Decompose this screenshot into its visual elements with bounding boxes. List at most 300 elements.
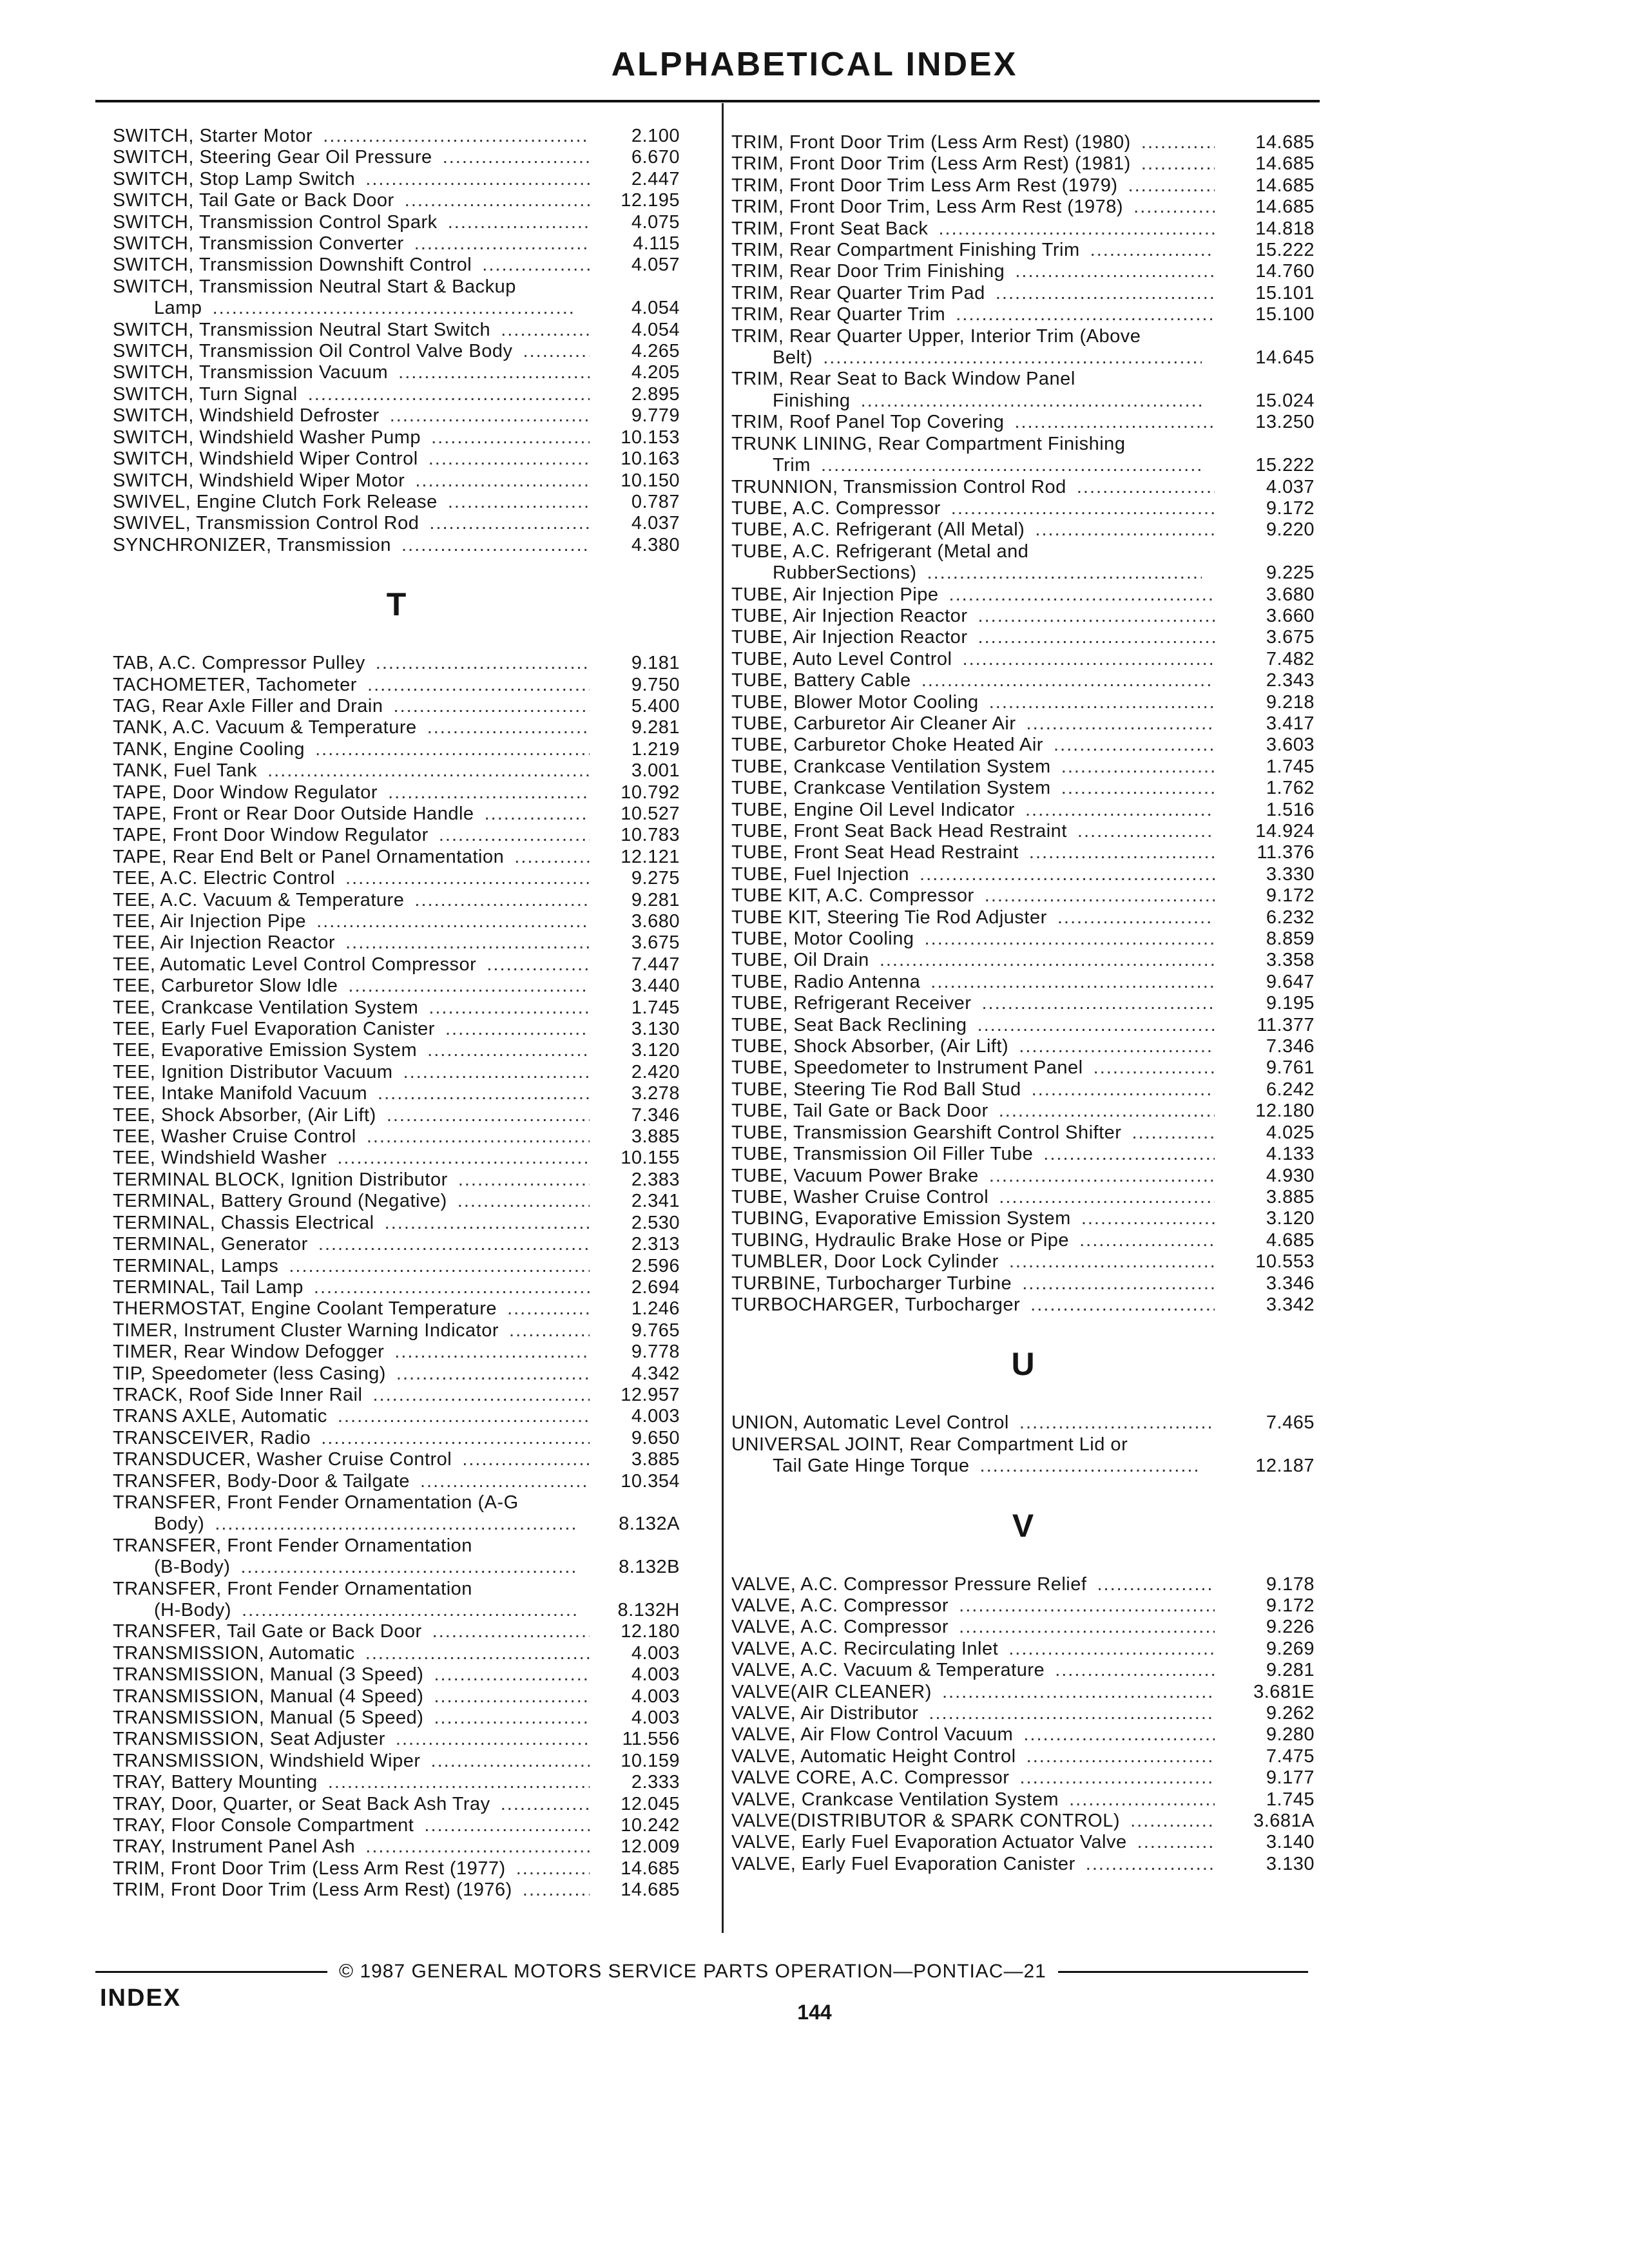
entry-name-text: TUBING, Hydraulic Brake Hose or Pipe <box>731 1230 1073 1251</box>
entry-name-text: VALVE, A.C. Vacuum & Temperature <box>731 1660 1048 1680</box>
entry-page-number: 7.447 <box>631 954 680 975</box>
entry-name <box>113 1040 590 1061</box>
entry-name <box>113 1105 590 1126</box>
entry-page-number: 4.025 <box>1266 1122 1315 1143</box>
section-letter: T <box>386 586 407 623</box>
entry-name <box>113 1686 590 1707</box>
entry-page-number: 3.278 <box>631 1083 680 1104</box>
entry-name-continuation-text: (H-Body) <box>154 1600 235 1620</box>
entry-name <box>113 1298 590 1320</box>
index-entry <box>113 1729 680 1750</box>
entry-name-text: TUBE, Crankcase Ventilation System <box>731 756 1055 777</box>
entry-name <box>113 803 590 825</box>
index-entry <box>731 1166 1315 1187</box>
entry-name <box>731 1079 1215 1100</box>
entry-name <box>731 261 1215 282</box>
entry-name-text: TEE, Ignition Distributor Vacuum <box>113 1062 397 1082</box>
entry-name-text: TRACK, Roof Side Inner Rail <box>113 1385 366 1405</box>
entry-name <box>113 1471 590 1492</box>
index-entry <box>731 756 1315 778</box>
entry-page-number: 9.778 <box>631 1341 680 1363</box>
entry-name-text: TRIM, Front Seat Back <box>731 218 932 239</box>
entry-page-number: 13.250 <box>1255 412 1315 433</box>
entry-name-text: TUBE, Transmission Gearshift Control Shifter <box>731 1122 1125 1143</box>
section-letter: V <box>1012 1507 1034 1544</box>
index-entry <box>731 1746 1315 1767</box>
index-entry <box>113 890 680 911</box>
entry-name-continuation-text: Trim <box>773 455 815 476</box>
index-entry <box>731 1230 1315 1251</box>
index-entry <box>731 326 1315 369</box>
index-entry <box>113 1449 680 1470</box>
entry-name <box>731 1574 1215 1595</box>
index-entry <box>731 800 1315 821</box>
entry-page-number: 6.670 <box>631 147 680 168</box>
index-entry <box>731 778 1315 799</box>
entry-name-text: SWITCH, Tail Gate or Back Door <box>113 190 398 211</box>
entry-name <box>113 535 590 556</box>
entry-page-number: 3.140 <box>1266 1832 1315 1853</box>
entry-page-number: 2.383 <box>631 1169 680 1190</box>
index-entry <box>731 132 1315 153</box>
entry-page-number: 11.556 <box>622 1729 680 1750</box>
entry-page-number: 9.218 <box>1266 691 1315 713</box>
entry-name <box>731 498 1215 519</box>
entry-name-text: SWITCH, Stop Lamp Switch <box>113 169 359 189</box>
entry-name <box>731 153 1215 175</box>
entry-name-text: TRIM, Front Door Trim Less Arm Rest (1979) <box>731 175 1122 196</box>
entry-page-number: 4.003 <box>631 1686 680 1707</box>
header-rule <box>95 100 1320 102</box>
entry-name-continuation <box>731 455 1202 476</box>
entry-name-text: TAPE, Front Door Window Regulator <box>113 825 432 845</box>
entry-name <box>731 670 1215 691</box>
entry-name-text: TUBE, Tail Gate or Back Door <box>731 1100 992 1121</box>
entry-name-text: TUBE, Air Injection Reactor <box>731 606 971 626</box>
entry-name-text: SWITCH, Transmission Converter <box>113 233 408 254</box>
entry-name-text: TRUNK LINING, Rear Compartment Finishing <box>731 434 1129 454</box>
index-entry <box>113 513 680 534</box>
index-entry <box>113 1363 680 1385</box>
entry-name <box>731 1660 1215 1681</box>
entry-name <box>113 1363 590 1385</box>
index-entry <box>113 1019 680 1040</box>
index-entry <box>113 1234 680 1255</box>
index-entry <box>113 954 680 975</box>
index-entry <box>113 847 680 868</box>
entry-name-text: TRANSMISSION, Windshield Wiper <box>113 1751 425 1771</box>
entry-page-number: 12.195 <box>621 190 680 211</box>
entry-name <box>731 1595 1215 1617</box>
footer-page-number: 144 <box>797 2001 832 2024</box>
entry-name-text: SWITCH, Transmission Neutral Start & Backup <box>113 276 520 297</box>
entry-name <box>731 412 1215 433</box>
entry-name <box>731 132 1215 153</box>
index-entry <box>731 175 1315 197</box>
entry-name-text: SWITCH, Transmission Downshift Control <box>113 255 476 275</box>
index-entry <box>113 1428 680 1449</box>
entry-name <box>731 713 1215 735</box>
entry-name-text: TUBE, Front Seat Head Restraint <box>731 842 1023 863</box>
index-entry <box>113 911 680 932</box>
index-entry <box>113 653 680 674</box>
entry-page-number: 4.380 <box>631 534 680 555</box>
entry-name-text: VALVE, Early Fuel Evaporation Actuator Valve <box>731 1832 1131 1852</box>
entry-name-text: TRIM, Front Door Trim (Less Arm Rest (1977) <box>113 1858 510 1879</box>
entry-name <box>113 1126 590 1148</box>
entry-page-number: 10.163 <box>621 448 680 470</box>
entry-name-text: TUMBLER, Door Lock Cylinder <box>731 1251 1003 1272</box>
index-entry <box>113 1213 680 1234</box>
index-entry <box>113 1256 680 1277</box>
entry-page-number: 4.037 <box>631 513 680 534</box>
entry-page-number: 9.177 <box>1266 1767 1315 1789</box>
entry-page-number: 10.242 <box>621 1815 680 1836</box>
entry-name-text: VALVE, Air Flow Control Vacuum <box>731 1724 1017 1745</box>
entry-page-number: 10.792 <box>621 782 680 803</box>
entry-name <box>113 1277 590 1298</box>
entry-name <box>113 1535 590 1579</box>
entry-page-number: 3.130 <box>1266 1853 1315 1874</box>
index-entry <box>731 218 1315 240</box>
entry-page-number: 9.761 <box>1266 1057 1315 1079</box>
entry-name-text: TEE, Windshield Washer <box>113 1148 331 1168</box>
index-entry <box>731 1412 1315 1434</box>
entry-name <box>731 326 1215 369</box>
entry-page-number: 3.885 <box>631 1126 680 1148</box>
entry-page-number: 9.220 <box>1266 519 1315 541</box>
entry-name <box>731 1412 1215 1434</box>
entry-name-text: TIMER, Rear Window Defogger <box>113 1341 388 1362</box>
entry-page-number: 15.024 <box>1255 390 1315 411</box>
entry-name <box>113 1794 590 1815</box>
entry-page-number: 2.420 <box>631 1061 680 1082</box>
entry-page-number: 1.745 <box>1266 756 1315 777</box>
entry-name-continuation-text: Body) <box>154 1514 208 1534</box>
entry-name <box>731 1811 1215 1832</box>
entry-page-number: 3.120 <box>631 1040 680 1061</box>
entry-page-number: 14.685 <box>1255 175 1315 196</box>
index-entry <box>113 405 680 427</box>
entry-name-continuation <box>731 562 1202 584</box>
entry-name-text: TUBE, Steering Tie Rod Ball Stud <box>731 1079 1025 1100</box>
entry-name-text: SWITCH, Windshield Wiper Motor <box>113 470 409 491</box>
entry-name-text: SWITCH, Starter Motor <box>113 126 316 146</box>
entry-name <box>113 1664 590 1686</box>
entry-name-text: TUBE, Washer Cruise Control <box>731 1187 992 1207</box>
entry-name-text: VALVE(DISTRIBUTOR & SPARK CONTROL) <box>731 1811 1124 1831</box>
entry-name-text: TRANSMISSION, Manual (4 Speed) <box>113 1686 427 1707</box>
entry-name-continuation <box>113 1557 577 1578</box>
entry-name-text: SWITCH, Turn Signal <box>113 384 302 405</box>
index-entry <box>731 261 1315 282</box>
column-divider <box>722 103 724 1933</box>
entry-name-text: VALVE, A.C. Compressor <box>731 1595 952 1616</box>
index-entry <box>731 627 1315 648</box>
index-entry <box>113 1126 680 1148</box>
index-entry <box>731 1251 1315 1273</box>
index-entry <box>731 197 1315 218</box>
index-entry <box>731 1595 1315 1617</box>
entry-name-text: TUBE, Air Injection Pipe <box>731 584 942 605</box>
index-entry <box>731 649 1315 670</box>
index-entry <box>113 868 680 889</box>
index-entry <box>731 1660 1315 1681</box>
index-entry <box>113 448 680 470</box>
entry-name <box>731 1036 1215 1057</box>
entry-name-text: TAPE, Door Window Regulator <box>113 782 381 803</box>
entry-name-text: TUBE, Radio Antenna <box>731 972 924 992</box>
entry-page-number: 9.262 <box>1266 1703 1315 1724</box>
entry-name-text: TIP, Speedometer (less Casing) <box>113 1363 390 1384</box>
index-entry <box>731 584 1315 606</box>
entry-name <box>731 1703 1215 1724</box>
entry-name <box>113 1428 590 1449</box>
entry-name <box>113 653 590 674</box>
entry-name-text: TEE, Intake Manifold Vacuum <box>113 1083 371 1104</box>
index-entry <box>731 1079 1315 1100</box>
entry-name-text: TRANSFER, Front Fender Ornamentation <box>113 1535 476 1556</box>
entry-name-text: THERMOSTAT, Engine Coolant Temperature <box>113 1298 501 1319</box>
entry-name-text: TERMINAL, Chassis Electrical <box>113 1213 378 1233</box>
index-entry <box>113 675 680 696</box>
entry-name <box>113 890 590 911</box>
entry-name <box>113 954 590 975</box>
index-entry <box>113 1105 680 1126</box>
entry-page-number: 4.057 <box>631 255 680 276</box>
entry-name <box>113 384 590 405</box>
entry-page-number: 3.660 <box>1266 605 1315 626</box>
entry-name <box>113 427 590 448</box>
page-title: ALPHABETICAL INDEX <box>611 46 1018 83</box>
entry-name-text: TEE, Washer Cruise Control <box>113 1126 360 1147</box>
entry-page-number: 4.003 <box>631 1707 680 1729</box>
index-entry <box>731 1767 1315 1789</box>
entry-name-text: TEE, Shock Absorber, (Air Lift) <box>113 1105 380 1126</box>
entry-name <box>113 975 590 997</box>
index-entry <box>731 153 1315 175</box>
entry-page-number: 3.342 <box>1266 1294 1315 1315</box>
entry-name-text: TUBE, Seat Back Reclining <box>731 1015 970 1035</box>
index-column-left <box>113 126 680 1901</box>
entry-name <box>731 477 1215 498</box>
index-entry <box>113 470 680 492</box>
entry-name <box>113 1019 590 1040</box>
entry-name-continuation <box>731 1456 1202 1477</box>
index-entry <box>113 1621 680 1642</box>
entry-name-text: TUBE, Air Injection Reactor <box>731 627 971 648</box>
entry-name-text: TUBE, Transmission Oil Filler Tube <box>731 1144 1037 1164</box>
entry-name <box>731 907 1215 928</box>
entry-name <box>113 847 590 868</box>
entry-name-text: TAG, Rear Axle Filler and Drain <box>113 696 387 716</box>
entry-page-number: 2.343 <box>1266 670 1315 691</box>
index-entry <box>113 1879 680 1901</box>
entry-name <box>113 696 590 717</box>
entry-name <box>731 972 1215 993</box>
index-entry <box>113 1062 680 1083</box>
entry-page-number: 4.037 <box>1266 476 1315 497</box>
entry-name-continuation <box>731 347 1202 369</box>
index-entry <box>113 1320 680 1341</box>
entry-name <box>113 492 590 513</box>
entry-name <box>731 993 1215 1014</box>
index-entry <box>113 384 680 405</box>
entry-name <box>113 911 590 932</box>
entry-page-number: 4.133 <box>1266 1144 1315 1165</box>
entry-name <box>113 997 590 1019</box>
index-entry <box>113 1664 680 1686</box>
index-entry <box>731 541 1315 584</box>
entry-name-text: UNION, Automatic Level Control <box>731 1412 1013 1433</box>
entry-name-text: SWITCH, Transmission Control Spark <box>113 212 441 233</box>
entry-name <box>731 864 1215 885</box>
entry-page-number: 3.346 <box>1266 1273 1315 1294</box>
entry-name <box>731 1617 1215 1638</box>
entry-page-number: 4.265 <box>631 341 680 362</box>
index-entry <box>731 1208 1315 1229</box>
index-entry <box>731 1854 1315 1875</box>
entry-name <box>113 147 590 168</box>
index-entry <box>113 1169 680 1191</box>
entry-page-number: 12.180 <box>621 1621 680 1642</box>
entry-name <box>113 1406 590 1427</box>
entry-name <box>731 1682 1215 1703</box>
index-entry <box>113 1277 680 1298</box>
entry-page-number: 3.440 <box>631 975 680 997</box>
entry-page-number: 15.100 <box>1255 304 1315 325</box>
entry-page-number: 10.783 <box>621 825 680 846</box>
entry-name-text: TERMINAL, Battery Ground (Negative) <box>113 1191 451 1211</box>
index-entry <box>731 735 1315 756</box>
entry-name-text: TUBE, Carburetor Air Cleaner Air <box>731 713 1019 734</box>
entry-name <box>113 739 590 760</box>
entry-page-number: 9.275 <box>631 868 680 889</box>
index-entry <box>731 950 1315 971</box>
index-entry <box>731 434 1315 477</box>
entry-page-number: 1.246 <box>631 1298 680 1320</box>
entry-page-number: 3.330 <box>1266 863 1315 885</box>
entry-page-number: 7.346 <box>1266 1036 1315 1057</box>
index-entry <box>731 821 1315 842</box>
entry-name <box>731 1724 1215 1745</box>
entry-name-text: SWITCH, Transmission Neutral Start Switch <box>113 320 494 340</box>
entry-name <box>731 369 1215 412</box>
entry-name <box>113 190 590 211</box>
entry-name-continuation <box>113 1514 577 1535</box>
index-entry <box>731 692 1315 713</box>
entry-name <box>731 218 1215 240</box>
entry-page-number: 2.447 <box>631 168 680 189</box>
entry-name-text: TRIM, Front Door Trim, Less Arm Rest (1978) <box>731 197 1127 217</box>
entry-page-number: 3.675 <box>1266 627 1315 648</box>
entry-name <box>731 735 1215 756</box>
entry-name-text: TAB, A.C. Compressor Pulley <box>113 653 369 673</box>
index-entry <box>113 1191 680 1212</box>
index-entry <box>113 147 680 168</box>
index-entry <box>113 1471 680 1492</box>
entry-page-number: 2.313 <box>631 1234 680 1255</box>
entry-page-number: 15.101 <box>1255 282 1315 303</box>
index-entry <box>731 1036 1315 1057</box>
entry-name <box>731 778 1215 799</box>
entry-name <box>113 1213 590 1234</box>
index-entry <box>113 126 680 147</box>
entry-name-continuation-text: Lamp <box>154 298 206 318</box>
entry-page-number: 10.155 <box>621 1148 680 1169</box>
footer-copyright-line <box>95 1961 1320 1983</box>
index-entry <box>113 1643 680 1664</box>
entry-page-number: 11.376 <box>1257 842 1315 863</box>
entry-page-number: 9.647 <box>1266 971 1315 992</box>
entry-name <box>731 1057 1215 1079</box>
entry-page-number: 9.765 <box>631 1320 680 1341</box>
entry-name-continuation <box>731 390 1202 412</box>
entry-page-number: 5.400 <box>631 695 680 716</box>
entry-name-text: TRIM, Roof Panel Top Covering <box>731 412 1008 432</box>
index-entry <box>113 1406 680 1427</box>
entry-name <box>113 782 590 803</box>
footer-rule-right <box>1058 1971 1308 1973</box>
index-entry <box>731 498 1315 519</box>
entry-name-text: TRIM, Rear Door Trim Finishing <box>731 261 1008 282</box>
entry-page-number: 10.159 <box>621 1750 680 1771</box>
index-entry <box>113 1385 680 1406</box>
index-entry <box>113 1040 680 1061</box>
index-entry <box>113 255 680 276</box>
entry-name-text: SYNCHRONIZER, Transmission <box>113 535 395 555</box>
entry-page-number: 12.180 <box>1255 1100 1315 1122</box>
entry-name <box>113 405 590 427</box>
entry-page-number: 9.650 <box>631 1427 680 1448</box>
entry-name <box>113 1320 590 1341</box>
entry-name-text: TEE, Carburetor Slow Idle <box>113 975 342 996</box>
entry-page-number: 9.172 <box>1266 497 1315 519</box>
entry-name <box>731 1294 1215 1316</box>
entry-name <box>731 519 1215 541</box>
entry-name <box>113 1772 590 1793</box>
section-letter: U <box>1011 1346 1035 1383</box>
entry-name <box>113 675 590 696</box>
entry-name <box>113 1191 590 1212</box>
index-entry <box>113 169 680 190</box>
entry-name-text: TUBE, Battery Cable <box>731 670 915 691</box>
index-entry <box>731 304 1315 325</box>
entry-name-text: TEE, Automatic Level Control Compressor <box>113 954 480 975</box>
entry-name <box>113 1256 590 1277</box>
entry-page-number: 3.120 <box>1266 1208 1315 1229</box>
entry-name <box>113 169 590 190</box>
entry-page-number: 11.377 <box>1257 1014 1315 1035</box>
entry-page-number: 9.281 <box>631 717 680 738</box>
index-entry <box>113 825 680 846</box>
index-entry <box>731 993 1315 1014</box>
entry-name <box>113 1169 590 1191</box>
entry-name <box>731 800 1215 821</box>
entry-page-number: 10.553 <box>1255 1251 1315 1273</box>
entry-page-number: 3.603 <box>1266 735 1315 756</box>
entry-name-text: SWIVEL, Engine Clutch Fork Release <box>113 492 441 512</box>
entry-name <box>731 1746 1215 1767</box>
entry-page-number: 9.750 <box>631 674 680 695</box>
entry-page-number: 14.685 <box>621 1858 680 1879</box>
entry-page-number: 10.150 <box>621 470 680 491</box>
entry-name-text: TANK, Engine Cooling <box>113 739 309 760</box>
entry-page-number: 8.859 <box>1266 928 1315 950</box>
entry-name <box>731 1854 1215 1875</box>
entry-page-number: 3.885 <box>631 1449 680 1470</box>
entry-name-text: TUBING, Evaporative Emission System <box>731 1208 1075 1229</box>
